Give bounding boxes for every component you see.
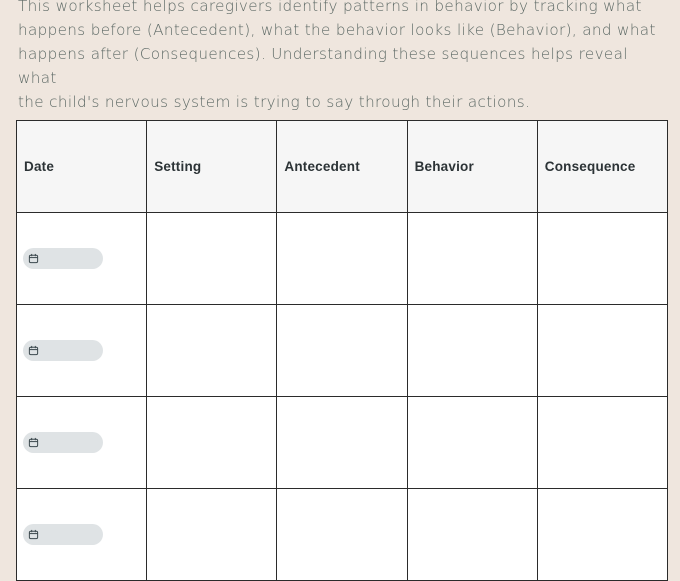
consequence-cell[interactable] <box>537 213 667 305</box>
date-picker-field[interactable] <box>23 340 103 361</box>
setting-cell[interactable] <box>147 213 277 305</box>
header-setting: Setting <box>147 121 277 213</box>
table-row <box>17 213 668 305</box>
behavior-cell[interactable] <box>407 489 537 581</box>
date-picker-field[interactable] <box>23 248 103 269</box>
intro-line: happens before (Antecedent), what the behavior looks like (Behavior), and what <box>18 21 656 39</box>
setting-cell[interactable] <box>147 305 277 397</box>
table-header-row <box>17 121 668 213</box>
consequence-cell[interactable] <box>537 489 667 581</box>
date-cell <box>17 213 147 305</box>
setting-cell[interactable] <box>147 489 277 581</box>
calendar-icon <box>28 253 39 264</box>
table-row <box>17 305 668 397</box>
header-behavior: Behavior <box>407 121 537 213</box>
date-cell <box>17 489 147 581</box>
date-picker-field[interactable] <box>23 432 103 453</box>
antecedent-cell[interactable] <box>277 213 407 305</box>
behavior-cell[interactable] <box>407 397 537 489</box>
calendar-icon <box>28 437 39 448</box>
header-consequence: Consequence <box>537 121 667 213</box>
behavior-cell[interactable] <box>407 305 537 397</box>
antecedent-cell[interactable] <box>277 397 407 489</box>
calendar-icon <box>28 529 39 540</box>
consequence-cell[interactable] <box>537 305 667 397</box>
header-antecedent: Antecedent <box>277 121 407 213</box>
intro-line: This worksheet helps caregivers identify patterns in behavior by tracking what <box>18 0 642 15</box>
date-cell <box>17 305 147 397</box>
table-row <box>17 397 668 489</box>
antecedent-cell[interactable] <box>277 489 407 581</box>
calendar-icon <box>28 345 39 356</box>
antecedent-cell[interactable] <box>277 305 407 397</box>
table-row <box>17 489 668 581</box>
date-picker-field[interactable] <box>23 524 103 545</box>
worksheet-intro <box>18 0 658 114</box>
setting-cell[interactable] <box>147 397 277 489</box>
header-date: Date <box>17 121 147 213</box>
abc-tracking-table <box>16 120 668 581</box>
intro-line: happens after (Consequences). Understanding these sequences helps reveal what <box>18 45 628 87</box>
intro-line: the child's nervous system is trying to say through their actions. <box>18 93 531 111</box>
date-cell <box>17 397 147 489</box>
consequence-cell[interactable] <box>537 397 667 489</box>
behavior-cell[interactable] <box>407 213 537 305</box>
